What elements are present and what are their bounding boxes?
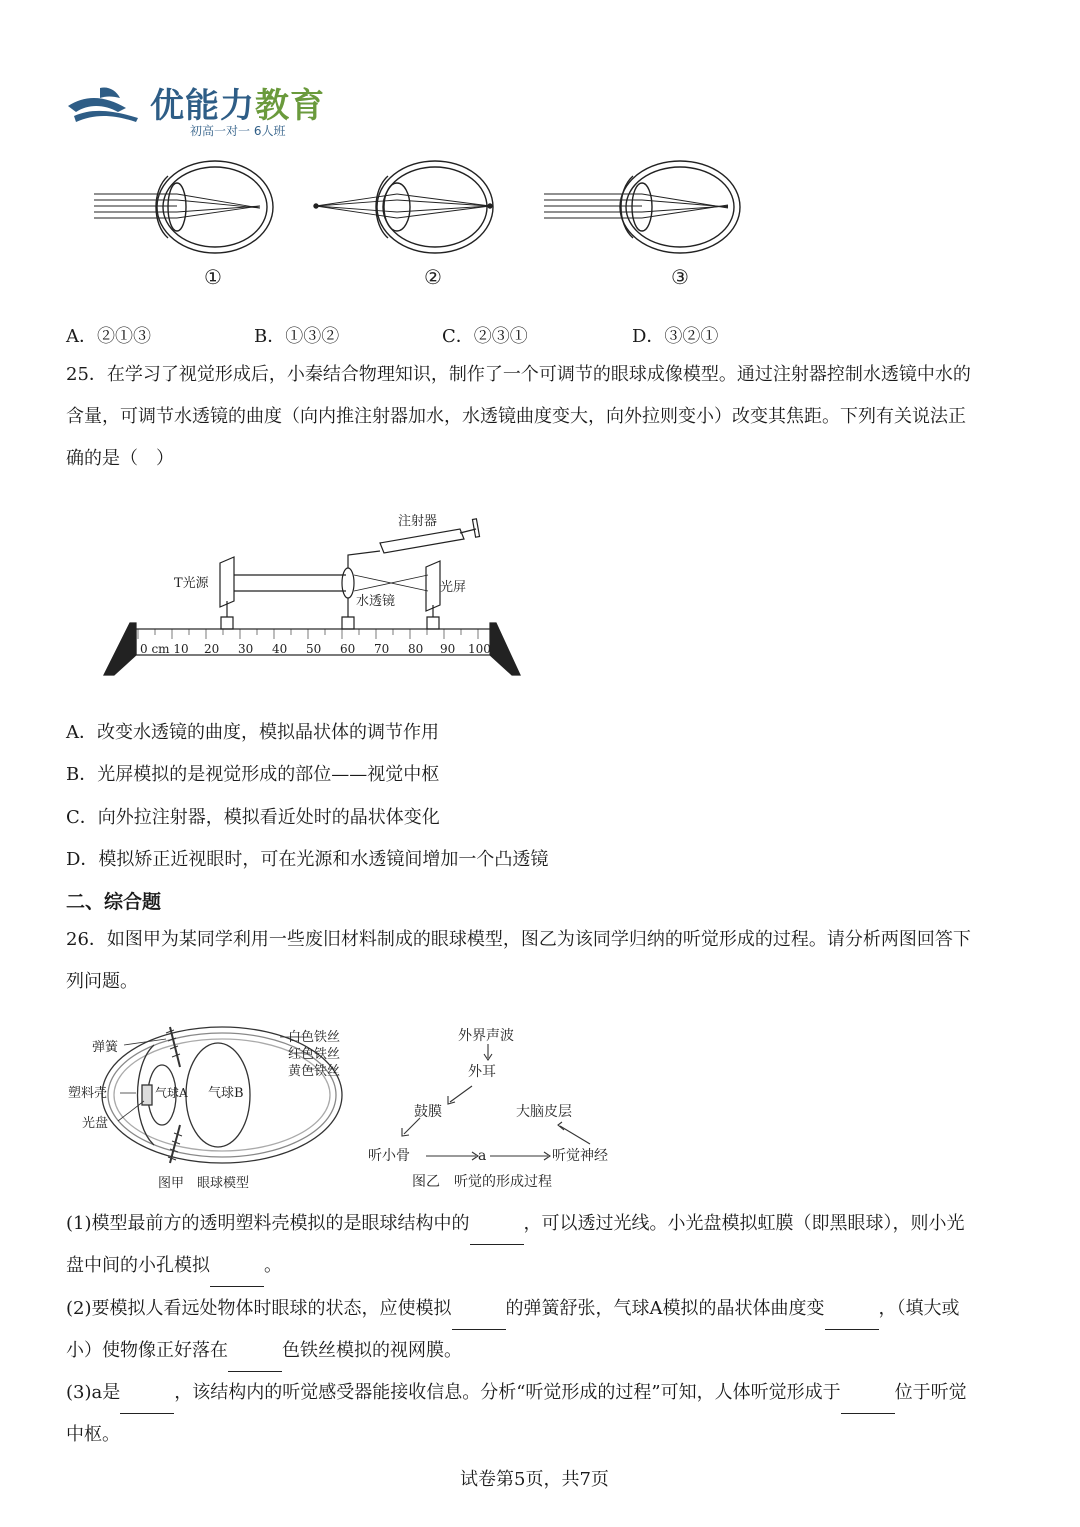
eye-label-3: ③ [671,265,689,289]
q25-line-2: 含量，可调节水透镜的曲度（向内推注射器加水，水透镜曲度变大，向外拉则变小）改变其焦距。下列有关说法正 [66,406,966,427]
ruler-label: 30 [238,642,254,656]
screen-label: 光屏 [440,580,467,595]
q26-line-2: 列问题。 [66,971,138,992]
logo-icon [66,84,146,126]
answer-blank[interactable] [452,1311,506,1330]
q26-part-3-line-1: (3)a是 ，该结构内的听觉感受器能接收信息。分析“听觉形成的过程”可知，人体听觉形成于 位于听觉 [66,1372,967,1414]
answer-blank[interactable] [825,1311,879,1330]
q26-part-2-line-2: 小）使物像正好落在 色铁丝模拟的视网膜。 [66,1330,462,1372]
eardrum-label: 鼓膜 [414,1104,442,1120]
ruler-label: 60 [340,642,356,656]
q25-option-b: B．光屏模拟的是视觉形成的部位——视觉中枢 [66,764,440,785]
cortex-label: 大脑皮层 [516,1104,572,1120]
hearing-pathway-figure [362,1020,642,1195]
q24-option-c: C．②③① [442,326,528,347]
auditory-nerve-label: 听觉神经 [552,1148,608,1164]
outer-ear-label: 外耳 [468,1064,496,1080]
eye-diagrams [80,150,760,300]
eyeball-model-figure [62,1015,362,1195]
q25-line-1: 25．在学习了视觉形成后，小秦结合物理知识，制作了一个可调节的眼球成像模型。通过注射器控制水透镜中水的 [66,364,971,385]
section-heading: 二、综合题 [66,891,162,913]
yellow-wire-label: 黄色铁丝 [288,1064,341,1079]
ruler-label: 80 [408,642,424,656]
q24-option-b: B．①③② [254,326,340,347]
answer-blank[interactable] [841,1395,895,1414]
lens-model-diagram [100,505,530,680]
structure-a-label: a [478,1148,487,1164]
syringe-label: 注射器 [398,514,438,529]
ruler-label: 0 cm 10 [140,642,189,656]
q26-part-1-line-1: (1)模型最前方的透明塑料壳模拟的是眼球结构中的 ，可以透过光线。小光盘模拟虹膜（即黑眼球），则小光 [66,1203,965,1245]
q25-option-a: A．改变水透镜的曲度，模拟晶状体的调节作用 [66,722,439,743]
logo-subtitle: 初高一对一 6人班 [190,124,286,138]
ruler-label: 40 [272,642,288,656]
figure-b-caption: 图乙 听觉的形成过程 [412,1174,552,1190]
sound-wave-label: 外界声波 [458,1028,514,1044]
shell-label: 塑料壳 [68,1086,108,1101]
white-wire-label: 白色铁丝 [288,1030,341,1045]
page-footer: 试卷第5页，共7页 [460,1469,609,1490]
lens-label: 水透镜 [356,594,396,609]
ossicles-label: 听小骨 [368,1148,410,1164]
disc-label: 光盘 [82,1116,109,1131]
q25-option-c: C．向外拉注射器，模拟看近处时的晶状体变化 [66,807,440,828]
q24-option-d: D．③②① [632,326,719,347]
ruler-label: 20 [204,642,220,656]
eye-diagram-3 [544,161,740,253]
q26-part-3-line-2: 中枢。 [66,1424,120,1445]
ruler-label: 90 [440,642,456,656]
q25-line-3: 确的是（ ） [66,448,174,469]
ruler-ticks [138,629,478,639]
answer-blank[interactable] [210,1268,264,1287]
q26-part-2-line-1: (2)要模拟人看远处物体时眼球的状态，应使模拟 的弹簧舒张，气球A模拟的晶状体曲度变 ，（填大或 [66,1288,960,1330]
light-source-label: T光源 [174,576,209,591]
ruler-label: 100 [468,642,491,656]
eye-diagram-1 [94,161,273,253]
figure-a-caption: 图甲 眼球模型 [158,1176,250,1191]
answer-blank[interactable] [228,1353,282,1372]
q26-line-1: 26．如图甲为某同学利用一些废旧材料制成的眼球模型，图乙为该同学归纳的听觉形成的过程。请分析两图回答下 [66,929,971,950]
answer-blank[interactable] [120,1395,174,1414]
logo-title: 优能力教育 [150,86,325,126]
q26-part-1-line-2: 盘中间的小孔模拟 。 [66,1245,282,1287]
answer-blank[interactable] [470,1226,524,1245]
eye-diagram-2 [314,161,493,253]
ruler-labels [140,642,491,656]
ruler-label: 70 [374,642,390,656]
q25-option-d: D．模拟矫正近视眼时，可在光源和水透镜间增加一个凸透镜 [66,849,549,870]
spring-label: 弹簧 [92,1040,119,1055]
eye-labels [204,265,689,289]
balloon-a-label: 气球A [155,1086,188,1100]
ruler-label: 50 [306,642,322,656]
q24-option-a: A．②①③ [66,326,151,347]
balloon-b-label: 气球B [208,1086,244,1101]
red-wire-label: 红色铁丝 [288,1047,341,1062]
eye-label-1: ① [204,265,222,289]
eye-label-2: ② [424,265,442,289]
